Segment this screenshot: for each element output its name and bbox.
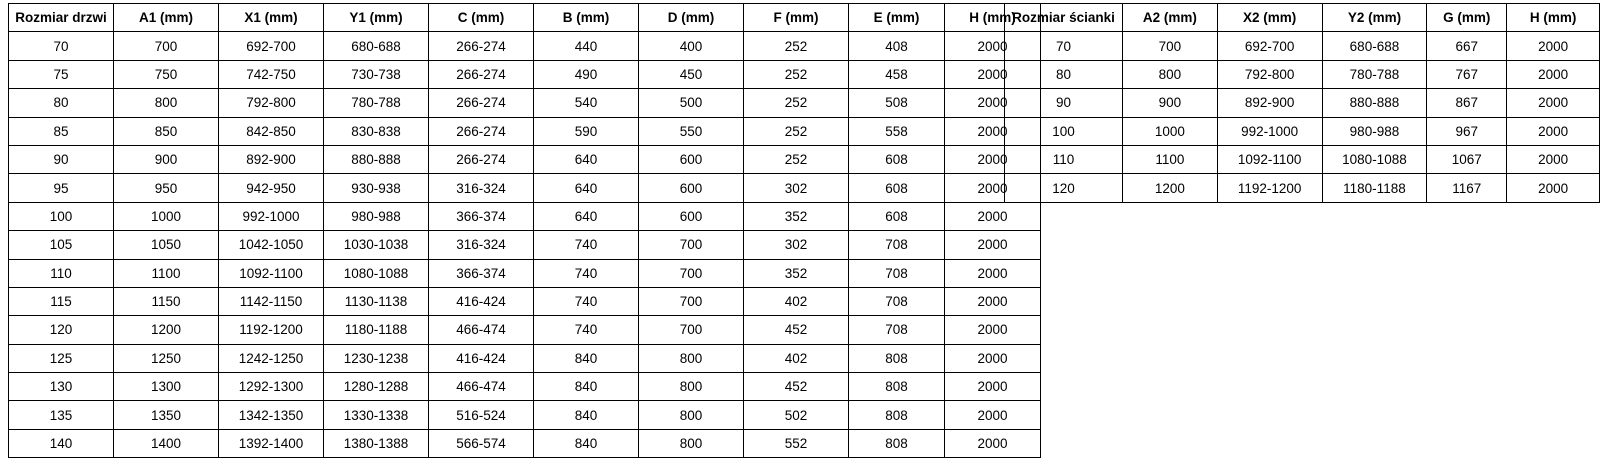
walls-table-cell: 2000 [1507,60,1600,88]
doors-table-cell: 800 [639,401,744,429]
doors-table-cell: 140 [9,429,114,457]
table-row [9,174,1041,202]
doors-table-cell: 2000 [945,429,1041,457]
doors-table-cell: 120 [9,316,114,344]
table-row [9,373,1041,401]
doors-table-cell: 842-850 [219,117,324,145]
walls-table-cell: 2000 [1507,145,1600,173]
doors-table-cell: 700 [639,231,744,259]
walls-table-cell: 2000 [1507,174,1600,202]
doors-table-cell: 640 [534,202,639,230]
doors-table-cell: 1280-1288 [324,373,429,401]
doors-table-cell: 980-988 [324,202,429,230]
doors-table-cell: 416-424 [429,287,534,315]
doors-table-cell: 500 [639,89,744,117]
table-row [1005,89,1600,117]
doors-table-cell: 466-474 [429,316,534,344]
doors-table-cell: 508 [849,89,945,117]
doors-table-cell: 680-688 [324,32,429,60]
doors-table-cell: 1300 [114,373,219,401]
doors-table-cell: 352 [744,202,849,230]
doors-table-cell: 552 [744,429,849,457]
doors-table-cell: 930-938 [324,174,429,202]
doors-table-cell: 125 [9,344,114,372]
table-header-row [9,4,1041,32]
doors-table-head [9,4,1041,32]
walls-table-cell: 2000 [1507,89,1600,117]
table-row [1005,32,1600,60]
doors-table-cell: 2000 [945,287,1041,315]
doors-table-cell: 452 [744,373,849,401]
table-row [9,401,1041,429]
doors-table-cell: 708 [849,259,945,287]
walls-table-cell: 900 [1122,89,1217,117]
doors-table-cell: 352 [744,259,849,287]
doors-table-cell: 1230-1238 [324,344,429,372]
walls-table-cell: 1100 [1122,145,1217,173]
doors-table-cell: 1250 [114,344,219,372]
walls-table-column-header: A2 (mm) [1122,4,1217,32]
doors-table-cell: 1130-1138 [324,287,429,315]
doors-table-cell: 2000 [945,89,1041,117]
doors-table-cell: 1292-1300 [219,373,324,401]
doors-table-cell: 2000 [945,259,1041,287]
doors-table-cell: 2000 [945,174,1041,202]
doors-table-cell: 808 [849,344,945,372]
doors-table-column-header: F (mm) [744,4,849,32]
doors-table-cell: 992-1000 [219,202,324,230]
doors-table-cell: 1192-1200 [219,316,324,344]
walls-table-body [1005,32,1600,202]
doors-table-cell: 266-274 [429,60,534,88]
doors-table-cell: 892-900 [219,145,324,173]
doors-table-cell: 458 [849,60,945,88]
doors-table-cell: 1080-1088 [324,259,429,287]
walls-table-cell: 880-888 [1322,89,1427,117]
doors-table-cell: 566-574 [429,429,534,457]
walls-table-cell: 967 [1427,117,1507,145]
doors-table-cell: 2000 [945,373,1041,401]
doors-table-cell: 366-374 [429,259,534,287]
doors-table-cell: 2000 [945,231,1041,259]
walls-table-cell: 1000 [1122,117,1217,145]
table-row [9,259,1041,287]
walls-table-cell: 700 [1122,32,1217,60]
table-row [9,89,1041,117]
doors-table-cell: 840 [534,429,639,457]
doors-table-cell: 608 [849,174,945,202]
doors-table-cell: 600 [639,202,744,230]
doors-table-cell: 252 [744,60,849,88]
doors-table-cell: 1050 [114,231,219,259]
doors-table-cell: 1342-1350 [219,401,324,429]
doors-table-cell: 700 [114,32,219,60]
doors-dimensions-table-container [8,3,1041,458]
doors-table-column-header: B (mm) [534,4,639,32]
table-header-row [1005,4,1600,32]
walls-table-cell: 70 [1005,32,1123,60]
doors-table-cell: 792-800 [219,89,324,117]
doors-table-cell: 740 [534,259,639,287]
walls-table-cell: 992-1000 [1217,117,1322,145]
walls-table-cell: 800 [1122,60,1217,88]
doors-table-cell: 540 [534,89,639,117]
doors-table-cell: 708 [849,231,945,259]
doors-table-cell: 808 [849,401,945,429]
walls-table-column-header: Rozmiar ścianki [1005,4,1123,32]
doors-table-cell: 402 [744,287,849,315]
doors-table-cell: 302 [744,174,849,202]
doors-table-cell: 600 [639,145,744,173]
walls-table-cell: 1180-1188 [1322,174,1427,202]
doors-table-cell: 640 [534,145,639,173]
doors-table-cell: 266-274 [429,145,534,173]
doors-table-cell: 85 [9,117,114,145]
doors-table-cell: 800 [639,373,744,401]
doors-table-cell: 1400 [114,429,219,457]
walls-table-cell: 767 [1427,60,1507,88]
doors-table-column-header: Y1 (mm) [324,4,429,32]
table-row [9,117,1041,145]
doors-table-cell: 950 [114,174,219,202]
doors-table-cell: 2000 [945,316,1041,344]
walls-table-column-header: Y2 (mm) [1322,4,1427,32]
doors-table-cell: 110 [9,259,114,287]
doors-table-cell: 416-424 [429,344,534,372]
walls-table-cell: 1080-1088 [1322,145,1427,173]
walls-dimensions-table-container [1004,3,1600,203]
doors-table-cell: 1242-1250 [219,344,324,372]
doors-table-cell: 640 [534,174,639,202]
doors-table-cell: 440 [534,32,639,60]
doors-table-cell: 516-524 [429,401,534,429]
doors-table-cell: 608 [849,145,945,173]
walls-table-cell: 120 [1005,174,1123,202]
doors-table-cell: 252 [744,117,849,145]
doors-table-cell: 840 [534,401,639,429]
walls-table-cell: 692-700 [1217,32,1322,60]
table-row [9,287,1041,315]
doors-table-cell: 558 [849,117,945,145]
doors-table-column-header: H (mm) [945,4,1041,32]
doors-table-cell: 400 [639,32,744,60]
doors-table-cell: 2000 [945,145,1041,173]
doors-table-cell: 252 [744,32,849,60]
doors-table-body [9,32,1041,458]
doors-table-cell: 100 [9,202,114,230]
doors-table-cell: 70 [9,32,114,60]
doors-table-cell: 740 [534,316,639,344]
doors-table-column-header: X1 (mm) [219,4,324,32]
table-row [9,316,1041,344]
doors-table-column-header: D (mm) [639,4,744,32]
walls-table-cell: 780-788 [1322,60,1427,88]
doors-table-cell: 2000 [945,32,1041,60]
table-row [1005,145,1600,173]
doors-table-cell: 880-888 [324,145,429,173]
doors-table-cell: 366-374 [429,202,534,230]
doors-table-cell: 252 [744,145,849,173]
walls-table-column-header: X2 (mm) [1217,4,1322,32]
doors-table-cell: 550 [639,117,744,145]
doors-table-cell: 2000 [945,117,1041,145]
doors-table-cell: 708 [849,316,945,344]
table-row [9,145,1041,173]
doors-table-cell: 708 [849,287,945,315]
table-row [9,231,1041,259]
walls-table-cell: 1200 [1122,174,1217,202]
doors-table-cell: 742-750 [219,60,324,88]
table-row [9,32,1041,60]
doors-table-cell: 452 [744,316,849,344]
doors-table-cell: 80 [9,89,114,117]
walls-table-cell: 1067 [1427,145,1507,173]
table-row [9,202,1041,230]
doors-table-cell: 808 [849,373,945,401]
doors-table-cell: 266-274 [429,117,534,145]
doors-table-cell: 1380-1388 [324,429,429,457]
walls-table-cell: 980-988 [1322,117,1427,145]
doors-table-column-header: Rozmiar drzwi [9,4,114,32]
doors-table-cell: 1092-1100 [219,259,324,287]
walls-table-cell: 110 [1005,145,1123,173]
walls-table-cell: 680-688 [1322,32,1427,60]
doors-table-cell: 266-274 [429,32,534,60]
table-row [9,429,1041,457]
doors-table-cell: 2000 [945,344,1041,372]
walls-dimensions-table [1004,3,1600,203]
doors-table-cell: 1100 [114,259,219,287]
doors-table-cell: 800 [639,429,744,457]
doors-table-cell: 130 [9,373,114,401]
doors-table-cell: 1000 [114,202,219,230]
doors-dimensions-table [8,3,1041,458]
walls-table-cell: 1167 [1427,174,1507,202]
doors-table-cell: 1200 [114,316,219,344]
doors-table-cell: 808 [849,429,945,457]
walls-table-cell: 2000 [1507,117,1600,145]
doors-table-cell: 90 [9,145,114,173]
doors-table-cell: 302 [744,231,849,259]
doors-table-cell: 1030-1038 [324,231,429,259]
doors-table-cell: 502 [744,401,849,429]
doors-table-cell: 1042-1050 [219,231,324,259]
walls-table-cell: 792-800 [1217,60,1322,88]
doors-table-cell: 740 [534,231,639,259]
table-row [1005,174,1600,202]
doors-table-cell: 408 [849,32,945,60]
doors-table-cell: 252 [744,89,849,117]
walls-table-cell: 80 [1005,60,1123,88]
doors-table-cell: 1330-1338 [324,401,429,429]
doors-table-cell: 942-950 [219,174,324,202]
doors-table-cell: 95 [9,174,114,202]
doors-table-cell: 1180-1188 [324,316,429,344]
doors-table-column-header: A1 (mm) [114,4,219,32]
doors-table-cell: 590 [534,117,639,145]
doors-table-cell: 850 [114,117,219,145]
doors-table-cell: 700 [639,287,744,315]
doors-table-cell: 750 [114,60,219,88]
table-row [9,344,1041,372]
doors-table-cell: 105 [9,231,114,259]
doors-table-cell: 1142-1150 [219,287,324,315]
doors-table-cell: 115 [9,287,114,315]
doors-table-column-header: E (mm) [849,4,945,32]
doors-table-cell: 800 [114,89,219,117]
walls-table-column-header: H (mm) [1507,4,1600,32]
doors-table-cell: 316-324 [429,174,534,202]
walls-table-cell: 892-900 [1217,89,1322,117]
doors-table-cell: 1392-1400 [219,429,324,457]
walls-table-head [1005,4,1600,32]
doors-table-cell: 2000 [945,401,1041,429]
table-row [1005,117,1600,145]
doors-table-cell: 800 [639,344,744,372]
walls-table-cell: 100 [1005,117,1123,145]
doors-table-cell: 840 [534,344,639,372]
doors-table-cell: 900 [114,145,219,173]
doors-table-cell: 2000 [945,202,1041,230]
walls-table-cell: 867 [1427,89,1507,117]
doors-table-cell: 1350 [114,401,219,429]
walls-table-cell: 2000 [1507,32,1600,60]
walls-table-cell: 90 [1005,89,1123,117]
doors-table-cell: 266-274 [429,89,534,117]
doors-table-cell: 730-738 [324,60,429,88]
doors-table-cell: 830-838 [324,117,429,145]
doors-table-cell: 1150 [114,287,219,315]
doors-table-cell: 466-474 [429,373,534,401]
doors-table-cell: 490 [534,60,639,88]
doors-table-cell: 450 [639,60,744,88]
walls-table-cell: 1192-1200 [1217,174,1322,202]
doors-table-cell: 608 [849,202,945,230]
table-row [1005,60,1600,88]
walls-table-column-header: G (mm) [1427,4,1507,32]
table-row [9,60,1041,88]
doors-table-cell: 316-324 [429,231,534,259]
doors-table-cell: 780-788 [324,89,429,117]
doors-table-column-header: C (mm) [429,4,534,32]
doors-table-cell: 700 [639,316,744,344]
doors-table-cell: 740 [534,287,639,315]
doors-table-cell: 700 [639,259,744,287]
doors-table-cell: 2000 [945,60,1041,88]
walls-table-cell: 1092-1100 [1217,145,1322,173]
doors-table-cell: 692-700 [219,32,324,60]
doors-table-cell: 135 [9,401,114,429]
walls-table-cell: 667 [1427,32,1507,60]
doors-table-cell: 75 [9,60,114,88]
doors-table-cell: 600 [639,174,744,202]
doors-table-cell: 402 [744,344,849,372]
doors-table-cell: 840 [534,373,639,401]
